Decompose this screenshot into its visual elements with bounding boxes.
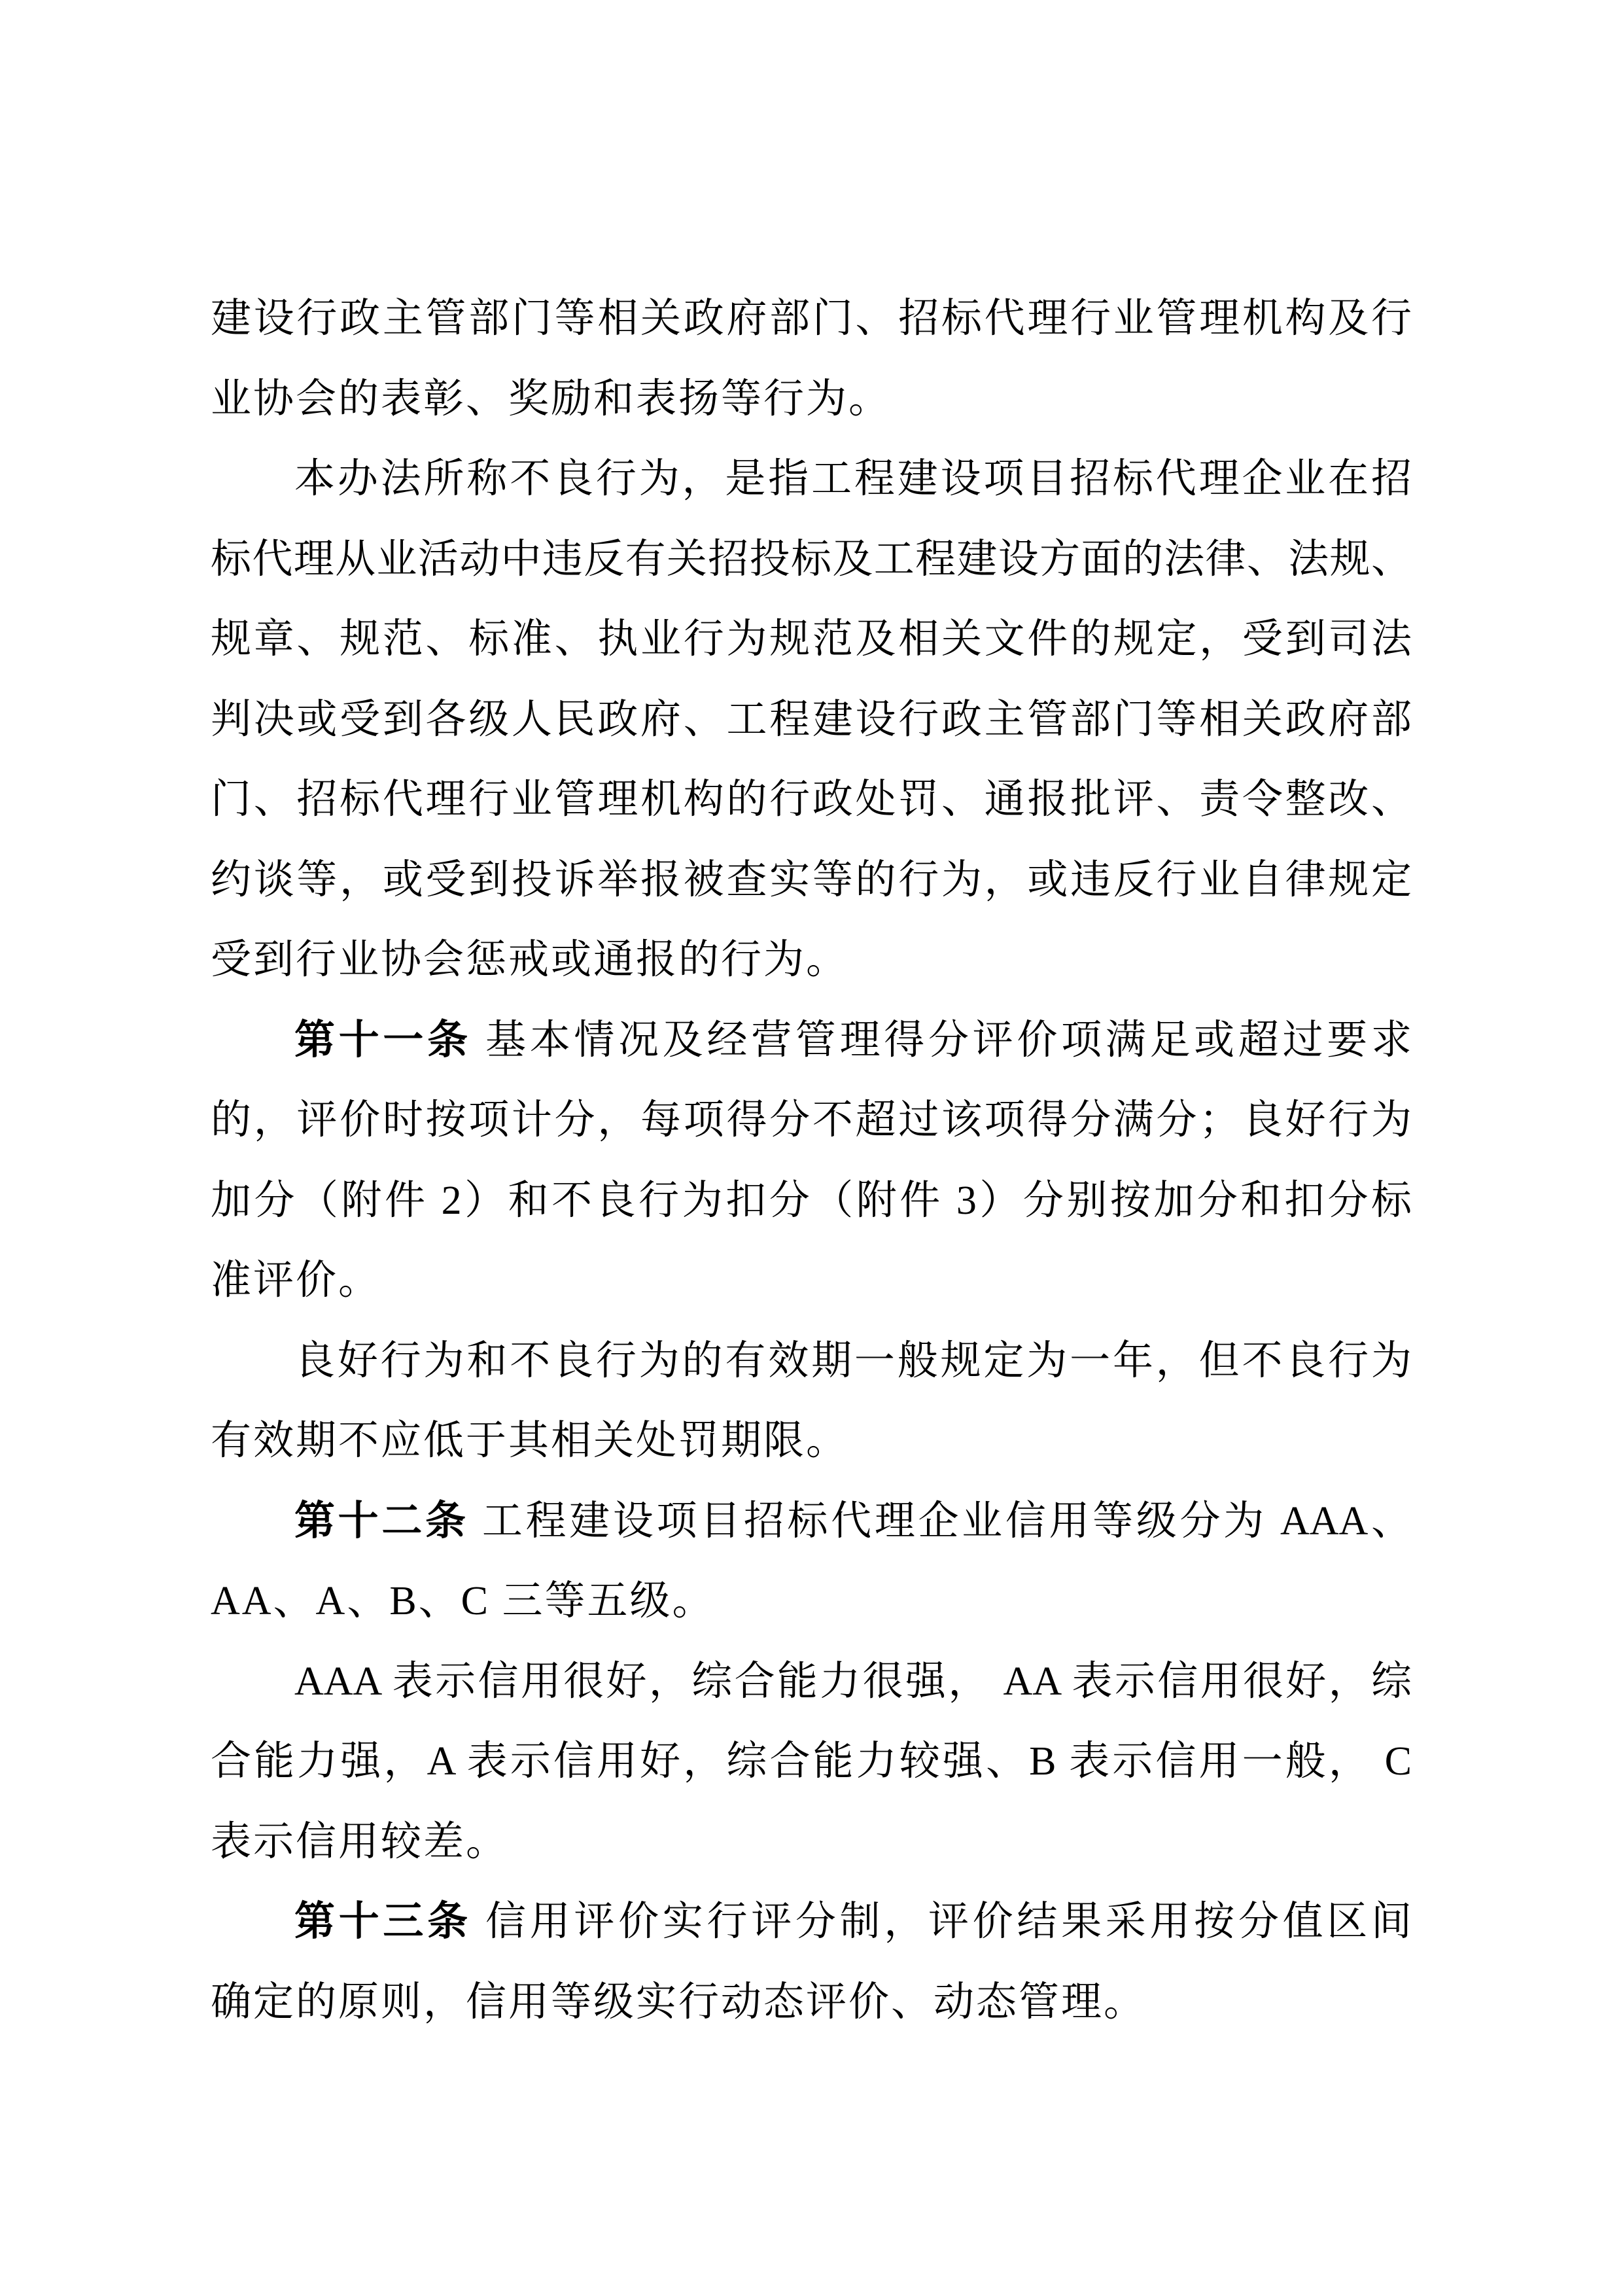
line-text: 基本情况及经营管理得分评价项满足或超过要求 (471, 1017, 1412, 1063)
line-text: AAA 表示信用很好，综合能力很强， AA 表示信用很好，综 (294, 1659, 1412, 1704)
line-text: 建设行政主管部门等相关政府部门、招标代理行业管理机构及行 (211, 296, 1412, 341)
line-text: 判决或受到各级人民政府、工程建设行政主管部门等相关政府部 (211, 697, 1412, 742)
text-line (211, 439, 1412, 520)
text-line (211, 1802, 1412, 1882)
text-line (211, 1722, 1412, 1802)
article-number: 第十二条 (294, 1498, 469, 1544)
text-line (211, 1321, 1412, 1402)
line-text: 受到行业协会惩戒或通报的行为。 (211, 938, 849, 982)
text-line (211, 1241, 1412, 1321)
line-text: 有效期不应低于其相关处罚期限。 (211, 1419, 849, 1463)
line-text: 信用评价实行评分制，评价结果采用按分值区间 (471, 1899, 1412, 1944)
document-text-block (211, 279, 1412, 2042)
line-text: 确定的原则，信用等级实行动态评价、动态管理。 (211, 1979, 1147, 2024)
line-text: 本办法所称不良行为，是指工程建设项目招标代理企业在招 (294, 457, 1412, 501)
line-text: 标代理从业活动中违反有关招投标及工程建设方面的法律、法规、 (211, 537, 1412, 582)
text-line (211, 1161, 1412, 1241)
article-number: 第十三条 (294, 1899, 472, 1944)
text-line (211, 599, 1412, 680)
text-line (211, 920, 1412, 1000)
text-line (211, 1401, 1412, 1481)
text-line (211, 1080, 1412, 1161)
line-text: 门、招标代理行业管理机构的行政处罚、通报批评、责令整改、 (211, 777, 1412, 822)
text-line (211, 1962, 1412, 2043)
line-text: 规章、规范、标准、执业行为规范及相关文件的规定，受到司法 (211, 617, 1412, 662)
line-text: 加分（附件 2）和不良行为扣分（附件 3）分别按加分和扣分标 (211, 1178, 1412, 1223)
line-text: 业协会的表彰、奖励和表扬等行为。 (211, 376, 892, 421)
line-text: AA、A、B、C 三等五级。 (211, 1579, 715, 1623)
line-text: 良好行为和不良行为的有效期一般规定为一年，但不良行为 (294, 1338, 1412, 1383)
text-line-article-12 (211, 1481, 1412, 1562)
text-line (211, 520, 1412, 600)
line-text: 的，评价时按项计分，每项得分不超过该项得分满分；良好行为 (211, 1098, 1412, 1142)
text-line (211, 1642, 1412, 1722)
article-number: 第十一条 (294, 1017, 472, 1063)
line-text: 合能力强，A 表示信用好，综合能力较强、B 表示信用一般， C (211, 1739, 1412, 1784)
text-line (211, 760, 1412, 840)
line-text: 工程建设项目招标代理企业信用等级分为 AAA、 (468, 1498, 1412, 1544)
text-line-article-11 (211, 1000, 1412, 1081)
line-text: 表示信用较差。 (211, 1819, 509, 1864)
text-line-article-13 (211, 1882, 1412, 1962)
text-line (211, 680, 1412, 760)
line-text: 约谈等，或受到投诉举报被查实等的行为，或违反行业自律规定 (211, 857, 1412, 902)
text-line (211, 1561, 1412, 1642)
line-text: 准评价。 (211, 1258, 381, 1303)
text-line (211, 840, 1412, 921)
text-line (211, 359, 1412, 440)
text-line (211, 279, 1412, 359)
